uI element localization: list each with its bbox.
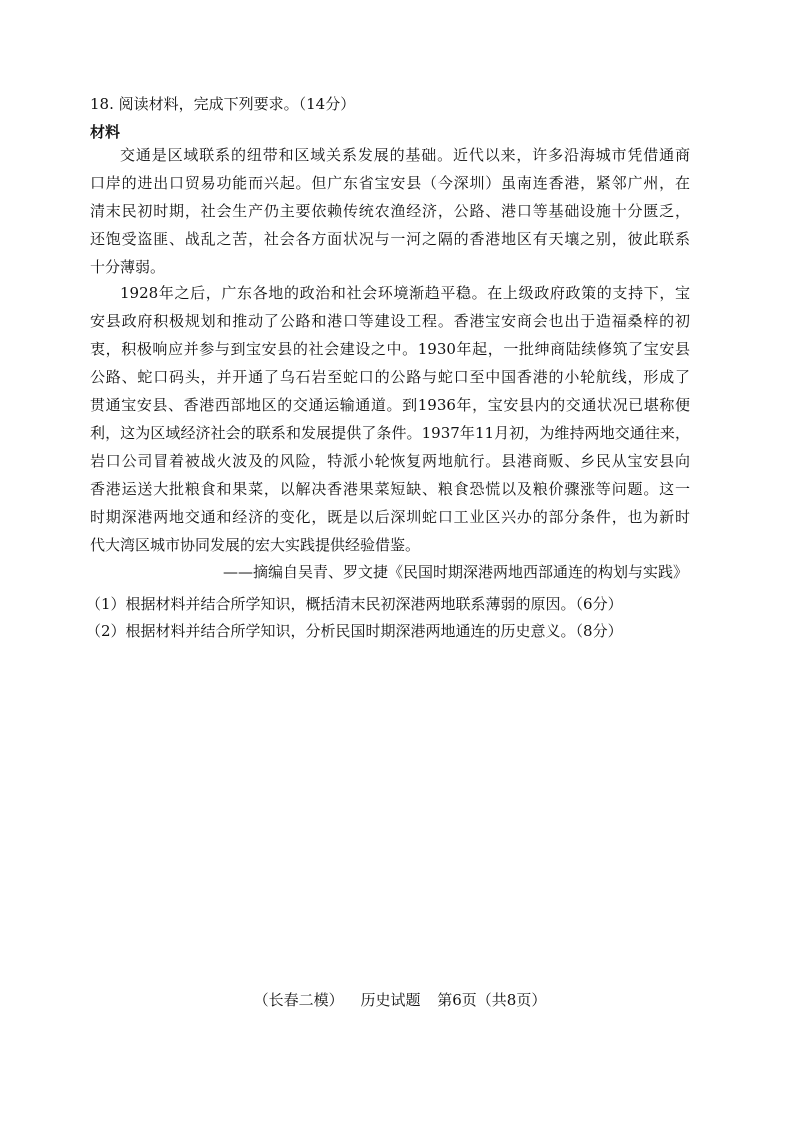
footer-page-number: 第6页（共8页） xyxy=(437,991,547,1009)
paragraph-line: 1928年之后，广东各地的政治和社会环境渐趋平稳。在上级政府政策的支持下，宝 xyxy=(120,284,690,302)
material-paragraph-2 xyxy=(90,279,690,559)
footer-exam-name: （长春二模） xyxy=(253,991,344,1009)
paragraph-line: 公路、蛇口码头，并开通了乌石岩至蛇口的公路与蛇口至中国香港的小轮航线，形成了 xyxy=(90,368,690,386)
sub-question-1: （1）根据材料并结合所学知识，概括清末民初深港两地联系薄弱的原因。（6分） xyxy=(86,595,623,613)
paragraph-line: 口岸的进出口贸易功能而兴起。但广东省宝安县（今深圳）虽南连香港，紧邻广州，在 xyxy=(90,174,690,192)
paragraph-line: 安县政府积极规划和推动了公路和港口等建设工程。香港宝安商会也出于造福桑梓的初 xyxy=(90,312,690,330)
paragraph-line: 交通是区域联系的纽带和区域关系发展的基础。近代以来，许多沿海城市凭借通商 xyxy=(120,146,690,164)
paragraph-line: 还饱受盗匪、战乱之苦，社会各方面状况与一河之隔的香港地区有天壤之别，彼此联系 xyxy=(90,230,690,248)
question-header: 18. 阅读材料，完成下列要求。（14分） xyxy=(90,95,356,113)
paragraph-line: 代大湾区城市协同发展的宏大实践提供经验借鉴。 xyxy=(90,536,421,554)
footer-subject: 历史试题 xyxy=(360,991,421,1009)
paragraph-line: 岩口公司冒着被战火波及的风险，特派小轮恢复两地航行。县港商贩、乡民从宝安县向 xyxy=(90,452,690,470)
paragraph-line: 时期深港两地交通和经济的变化，既是以后深圳蛇口工业区兴办的部分条件，也为新时 xyxy=(90,508,690,526)
paragraph-line: 清末民初时期，社会生产仍主要依赖传统农渔经济，公路、港口等基础设施十分匮乏， xyxy=(90,202,690,220)
material-paragraph-1 xyxy=(90,141,690,281)
sub-question-2: （2）根据材料并结合所学知识，分析民国时期深港两地通连的历史意义。（8分） xyxy=(86,622,623,640)
material-label: 材料 xyxy=(90,123,121,141)
paragraph-line: 贯通宝安县、香港西部地区的交通运输通道。到1936年，宝安县内的交通状况已堪称便 xyxy=(90,396,690,414)
paragraph-line: 十分薄弱。 xyxy=(90,258,166,276)
paragraph-line: 衷，积极响应并参与到宝安县的社会建设之中。1930年起，一批绅商陆续修筑了宝安县 xyxy=(90,340,690,358)
material-source-citation: ——摘编自吴青、罗文捷《民国时期深港两地西部通连的构划与实践》 xyxy=(222,563,688,581)
page-footer xyxy=(0,990,800,1010)
paragraph-line: 香港运送大批粮食和果菜，以解决香港果菜短缺、粮食恐慌以及粮价骤涨等问题。这一 xyxy=(90,480,690,498)
paragraph-line: 利，这为区域经济社会的联系和发展提供了条件。1937年11月初，为维持两地交通往来， xyxy=(90,424,690,442)
